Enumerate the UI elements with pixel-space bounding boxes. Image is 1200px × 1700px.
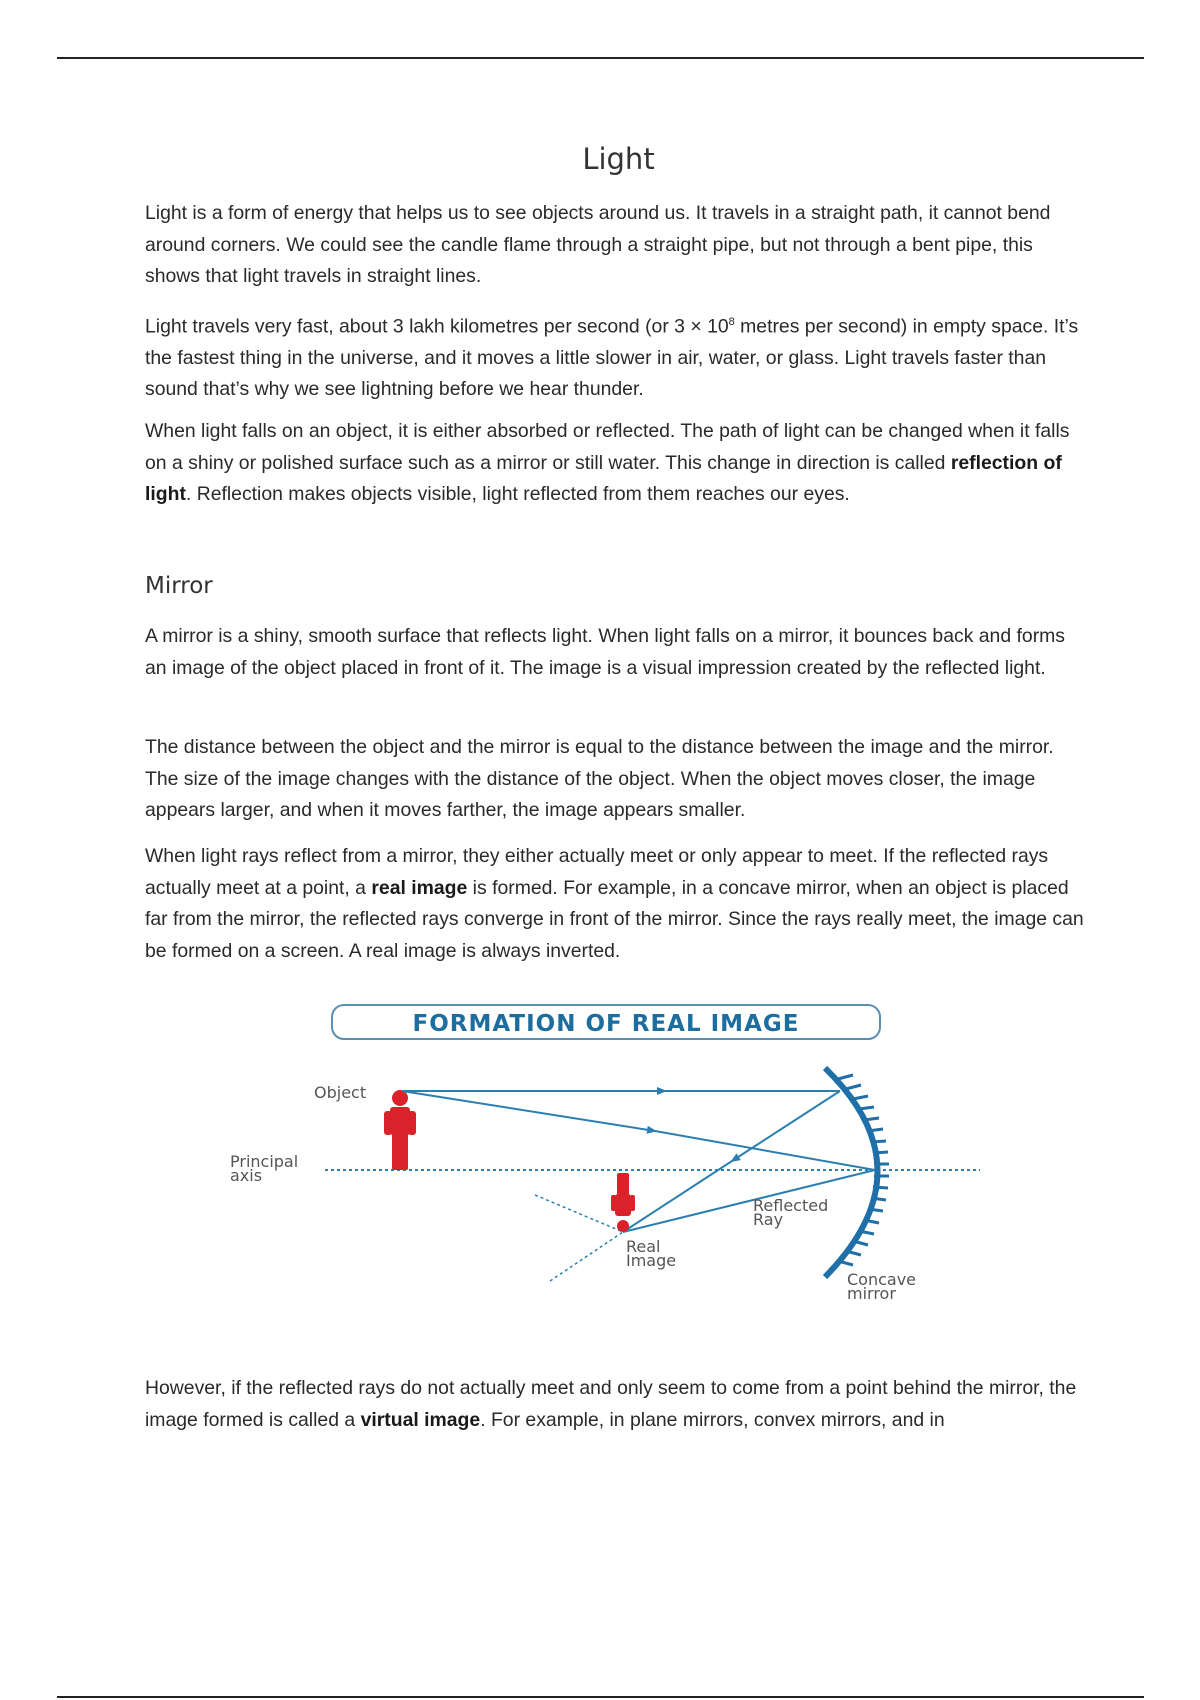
paragraph-light-intro: Light is a form of energy that helps us to see objects around us. It travels in a straight path, it cannot bend around corners. We could see the candle flame through a straight pipe, but not through a bent pipe, this shows that light travels in straight lines. (145, 202, 1051, 287)
concave-mirror-label-line1: Concave (847, 1270, 917, 1289)
virtual-image-text-end: . For example, in plane mirrors, convex mirrors, and in (480, 1408, 945, 1431)
paragraph-reflection (145, 416, 1091, 511)
speed-text-end: metres per second) in empty space. It’s the fastest thing in the universe, and it moves a little slower in air, water, or glass. Light travels faster than sound that’s why we see lightning before we hear thunder. (145, 315, 1079, 401)
concave-mirror-label-line2: mirror (847, 1284, 896, 1303)
page-title: Light (582, 142, 655, 176)
paragraph-mirror-distance: The distance between the object and the mirror is equal to the distance between the image and the mirror. The size of the image changes with the distance of the object. When the object moves closer, the image appears larger, and when it moves farther, the image appears smaller. (145, 736, 1054, 821)
concave-mirror-curve (825, 1068, 878, 1277)
object-label: Object (314, 1083, 367, 1102)
paragraph-light-speed (145, 307, 1091, 406)
reflection-text-end: . Reflection makes objects visible, light reflected from them reaches our eyes. (185, 483, 850, 505)
section-heading-mirror: Mirror (145, 573, 213, 599)
reflected-ray-label-line1: Reflected (753, 1196, 829, 1215)
paragraph-virtual-image (145, 1373, 1091, 1436)
reflection-term: reflection of light (145, 451, 1062, 505)
reflection-text-start: When light falls on an object, it is either absorbed or reflected. The path of light can be changed when it falls on a shiny or polished surface such as a mirror or still water. This change in direction is called (145, 420, 1070, 474)
principal-axis-label-line2: axis (230, 1166, 263, 1185)
extension-dotted-upper (535, 1195, 623, 1232)
exponent: 8 (728, 316, 735, 328)
paragraph-real-image (145, 841, 1091, 967)
real-image-label-line1: Real (626, 1237, 661, 1256)
bottom-rule (57, 1696, 1144, 1698)
reflected-ray-1 (732, 1091, 840, 1161)
virtual-image-term: virtual image (360, 1408, 481, 1431)
incident-ray-to-pole (402, 1091, 655, 1131)
top-rule (57, 57, 1144, 59)
diagram-svg (210, 995, 1010, 1315)
real-image-figure (611, 1173, 635, 1232)
real-image-text-end: is formed. For example, in a concave mirror, when an object is placed far from the mirror, the reflected rays converge in front of the mirror. Since the rays really meet, the image can be formed on a screen. A real image is always inverted. (145, 876, 1084, 962)
real-image-diagram (210, 995, 1010, 1315)
real-image-text-start: When light rays reflect from a mirror, they either actually meet or only appear to meet. If the reflected rays actually meet at a point, a (145, 845, 1049, 899)
speed-text-start: Light travels very fast, about 3 lakh kilometres per second (or 3 × 10 (145, 315, 729, 338)
real-image-label-line2: Image (626, 1251, 677, 1270)
incident-ray-to-pole-continued (655, 1131, 875, 1170)
real-image-term: real image (371, 876, 468, 899)
object-figure (384, 1090, 416, 1170)
principal-axis-label-line1: Principal (230, 1152, 299, 1171)
reflected-ray-1-continued (623, 1161, 732, 1232)
mirror-hatching (838, 1075, 889, 1265)
reflected-ray-label-line2: Ray (753, 1210, 784, 1229)
extension-dotted-lower (550, 1232, 623, 1281)
paragraph-mirror-definition: A mirror is a shiny, smooth surface that reflects light. When light falls on a mirror, it bounces back and forms an image of the object placed in front of it. The image is a visual impression created by the reflected light. (145, 625, 1065, 679)
diagram-title: FORMATION OF REAL IMAGE (412, 1011, 800, 1037)
virtual-image-text-start: However, if the reflected rays do not actually meet and only seem to come from a point behind the mirror, the image formed is called a (145, 1377, 1077, 1431)
reflected-ray-2 (623, 1170, 875, 1232)
